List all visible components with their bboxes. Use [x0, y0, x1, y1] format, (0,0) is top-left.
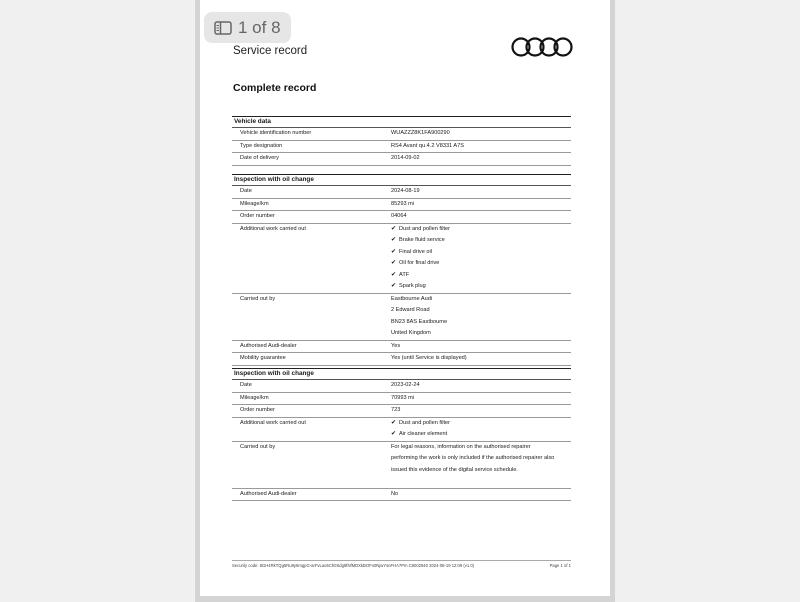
- inspection-section: [232, 368, 571, 501]
- table-row: Type designation RS4 Avant qu.4.2 V8331 A7S: [232, 141, 571, 154]
- page-count-label: 1 of 8: [238, 17, 281, 37]
- document-footer: [232, 560, 571, 568]
- document-page: [200, 0, 610, 596]
- audi-rings-logo: [511, 36, 573, 58]
- section-heading: Inspection with oil change: [232, 174, 571, 186]
- table-row: Mileage/km 70993 mi: [232, 393, 571, 406]
- table-row: Order number 04064: [232, 211, 571, 224]
- table-row: Date 2024-08-19: [232, 186, 571, 199]
- check-icon: ✔: [391, 283, 397, 289]
- table-row: Vehicle identification number WUAZZZ8K1FA900290: [232, 128, 571, 141]
- check-icon: ✔: [391, 271, 397, 278]
- check-icon: ✔: [391, 260, 397, 266]
- check-icon: ✔: [391, 431, 397, 437]
- check-icon: ✔: [391, 237, 397, 243]
- legal-notice: For legal reasons, information on the authorised repairer performing the work is only included if the authorised repairer also issued this evidence of the digital service schedule.: [391, 443, 555, 473]
- section-heading: Inspection with oil change: [232, 368, 571, 380]
- table-row: Additional work carried out ✔ Dust and pollen filter ✔ Brake fluid service ✔ Final drive oil ✔ Oil for final drive ✔ ATF ✔ Spark plug: [232, 224, 571, 294]
- table-row: Authorised Audi-dealer No: [232, 489, 571, 502]
- document-title: Service record: [233, 45, 308, 57]
- pages-icon: [214, 21, 232, 35]
- table-row: Mileage/km 85293 mi: [232, 199, 571, 212]
- page-number: Page 1 of 1: [549, 563, 571, 568]
- table-row: Date 2023-02-24: [232, 380, 571, 393]
- table-row: Mobility guarantee Yes (until Service is displayed): [232, 353, 571, 366]
- section-title: Complete record: [233, 82, 317, 94]
- table-row: Carried out by For legal reasons, information on the authorised repairer performing the work is only included if the authorised repairer also issued this evidence of the digital service schedule.: [232, 442, 571, 489]
- work-list: ✔ Dust and pollen filter ✔ Brake fluid service ✔ Final drive oil ✔ Oil for final drive ✔ ATF ✔ Spark plug: [391, 224, 571, 293]
- table-row: Order number 723: [232, 405, 571, 418]
- page-counter[interactable]: [204, 12, 291, 43]
- table-row: Authorised Audi-dealer Yes: [232, 341, 571, 354]
- vehicle-data-section: [232, 116, 571, 166]
- check-icon: ✔: [391, 225, 397, 232]
- table-row: Date of delivery 2014-09-02: [232, 153, 571, 166]
- check-icon: ✔: [391, 419, 397, 426]
- work-list: ✔ Dust and pollen filter ✔ Air cleaner element: [391, 418, 571, 441]
- check-icon: ✔: [391, 248, 397, 255]
- table-row: Additional work carried out ✔ Dust and pollen filter ✔ Air cleaner element: [232, 418, 571, 442]
- table-row: Carried out by Eastbourne Audi 2 Edward Road BN23 8AS Eastbourne United Kingdom: [232, 294, 571, 341]
- repairer-address: Eastbourne Audi 2 Edward Road BN23 8AS Eastbourne United Kingdom: [391, 295, 448, 336]
- section-heading: Vehicle data: [232, 116, 571, 128]
- security-code: Security code: 8GH4RkTQg5Ru8y6mgpG-arFvLao5Ch0Sdg8fNfMDXkBOFo0NjwYsnFHA7Pm C8002940 2024-08-19 12:09 (v1.0): [232, 563, 475, 568]
- inspection-section: [232, 174, 571, 366]
